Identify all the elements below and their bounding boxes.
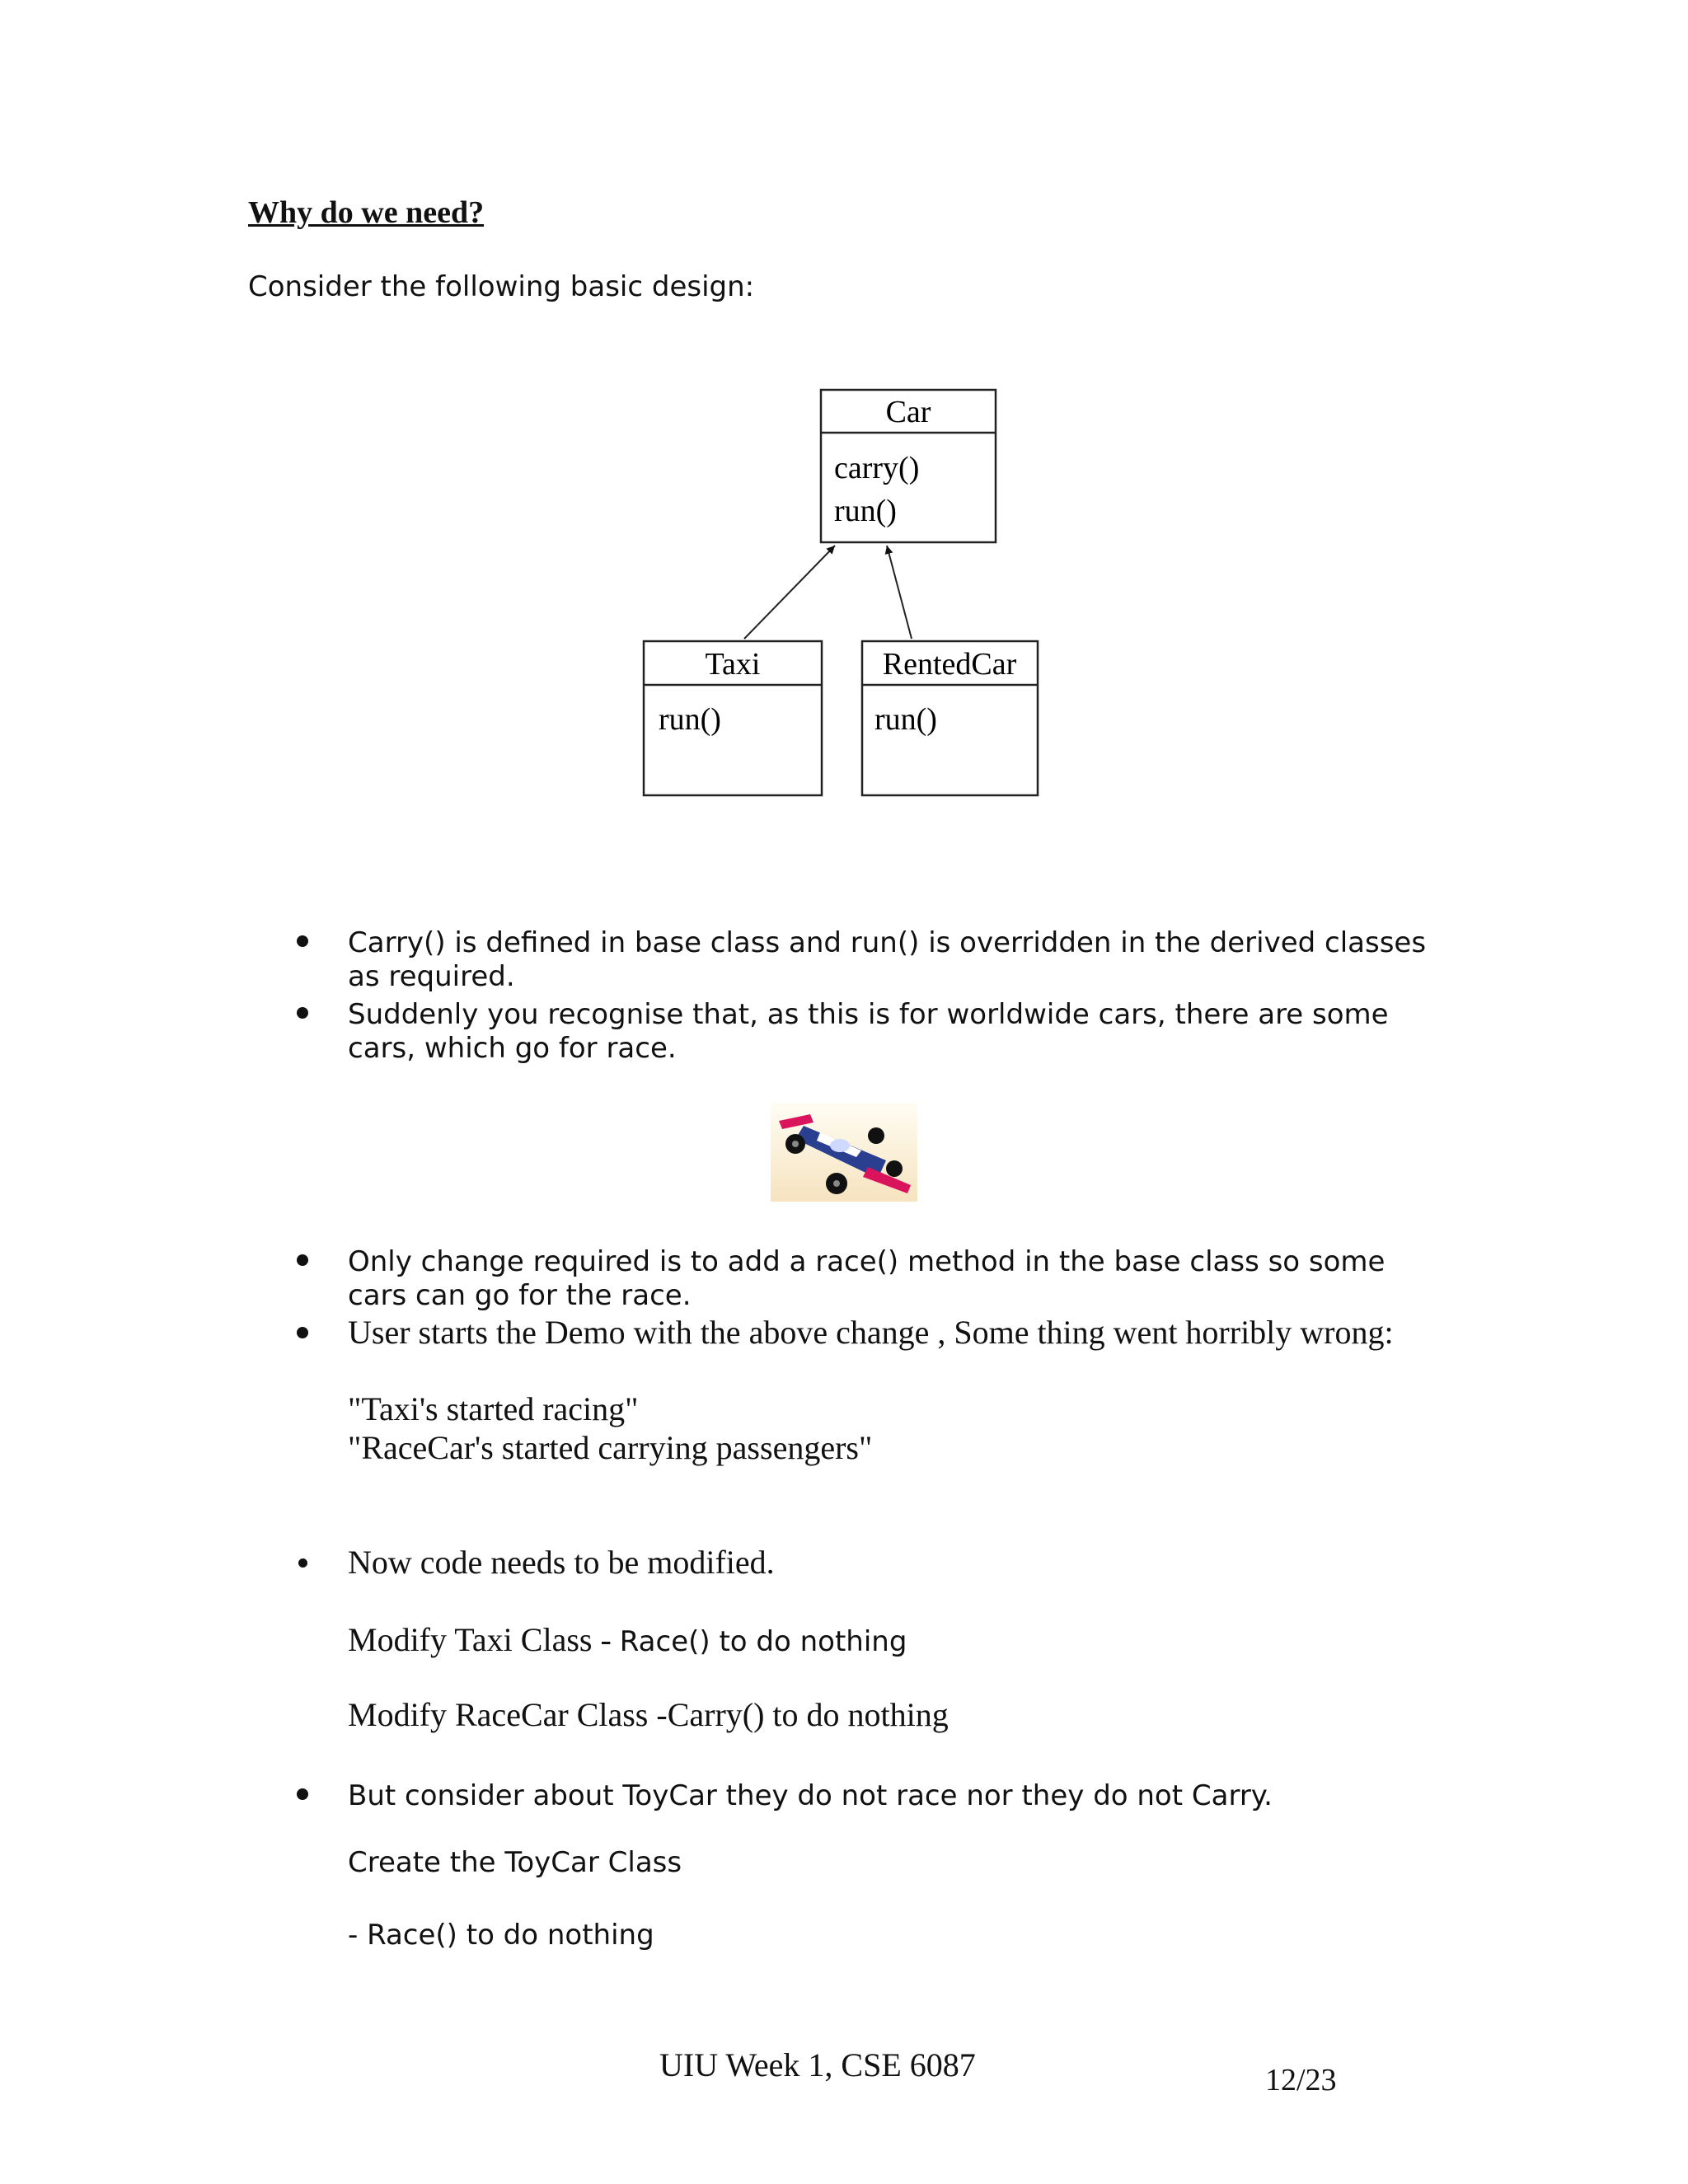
class-taxi bbox=[644, 641, 822, 795]
bullet-item-4: User starts the Demo with the above change , Some thing went horribly wrong: bbox=[348, 1314, 1394, 1351]
class-car-name: Car bbox=[885, 395, 931, 429]
modify-racecar-line: Modify RaceCar Class -Carry() to do nothing bbox=[348, 1696, 949, 1733]
bullet-item-6: But consider about ToyCar they do not race nor they do not Carry. bbox=[348, 1779, 1273, 1812]
bullet-dot bbox=[297, 1007, 308, 1019]
class-car bbox=[821, 390, 996, 542]
toycar-create-line: Create the ToyCar Class bbox=[348, 1846, 682, 1879]
race-car-image bbox=[771, 1103, 917, 1202]
class-taxi-method-run: run() bbox=[659, 702, 721, 737]
class-car-method-carry: carry() bbox=[834, 451, 920, 485]
bullet-dot bbox=[298, 1558, 307, 1568]
class-rentedcar-method-run: run() bbox=[874, 702, 937, 737]
page-heading: Why do we need? bbox=[248, 195, 485, 230]
footer-course-label: UIU Week 1, CSE 6087 bbox=[659, 2046, 976, 2083]
bullet-dot bbox=[297, 1254, 308, 1266]
bullet-item-5: Now code needs to be modified. bbox=[348, 1544, 775, 1581]
bullet-item-1: Carry() is defined in base class and run() is overridden in the derived classes as required. bbox=[348, 926, 1427, 993]
quote-taxi-racing: "Taxi's started racing" bbox=[348, 1390, 639, 1427]
class-rentedcar bbox=[862, 641, 1038, 795]
intro-text: Consider the following basic design: bbox=[248, 270, 755, 303]
modify-taxi-suffix: Race() to do nothing bbox=[619, 1625, 907, 1658]
bullet-item-2: Suddenly you recognise that, as this is for worldwide cars, there are some cars, which go for race. bbox=[348, 998, 1389, 1065]
page-number: 12/23 bbox=[1265, 2063, 1337, 2097]
inheritance-arrow-rentedcar bbox=[887, 546, 912, 639]
class-taxi-name: Taxi bbox=[705, 647, 761, 682]
modify-taxi-prefix: Modify Taxi Class - bbox=[348, 1621, 620, 1658]
class-car-method-run: run() bbox=[834, 494, 897, 528]
race-car-icon bbox=[771, 1103, 917, 1202]
uml-class-diagram bbox=[0, 0, 1688, 824]
class-rentedcar-name: RentedCar bbox=[882, 647, 1017, 682]
modify-taxi-line bbox=[348, 1620, 907, 1659]
bullet-dot bbox=[297, 1788, 308, 1800]
toycar-race-line: - Race() to do nothing bbox=[348, 1919, 654, 1952]
quote-racecar-carrying: "RaceCar's started carrying passengers" bbox=[348, 1429, 873, 1466]
inheritance-arrow-taxi bbox=[744, 546, 835, 639]
bullet-dot bbox=[297, 935, 308, 947]
bullet-dot bbox=[297, 1327, 308, 1338]
bullet-item-3: Only change required is to add a race() method in the base class so some cars can go for the race. bbox=[348, 1245, 1386, 1312]
